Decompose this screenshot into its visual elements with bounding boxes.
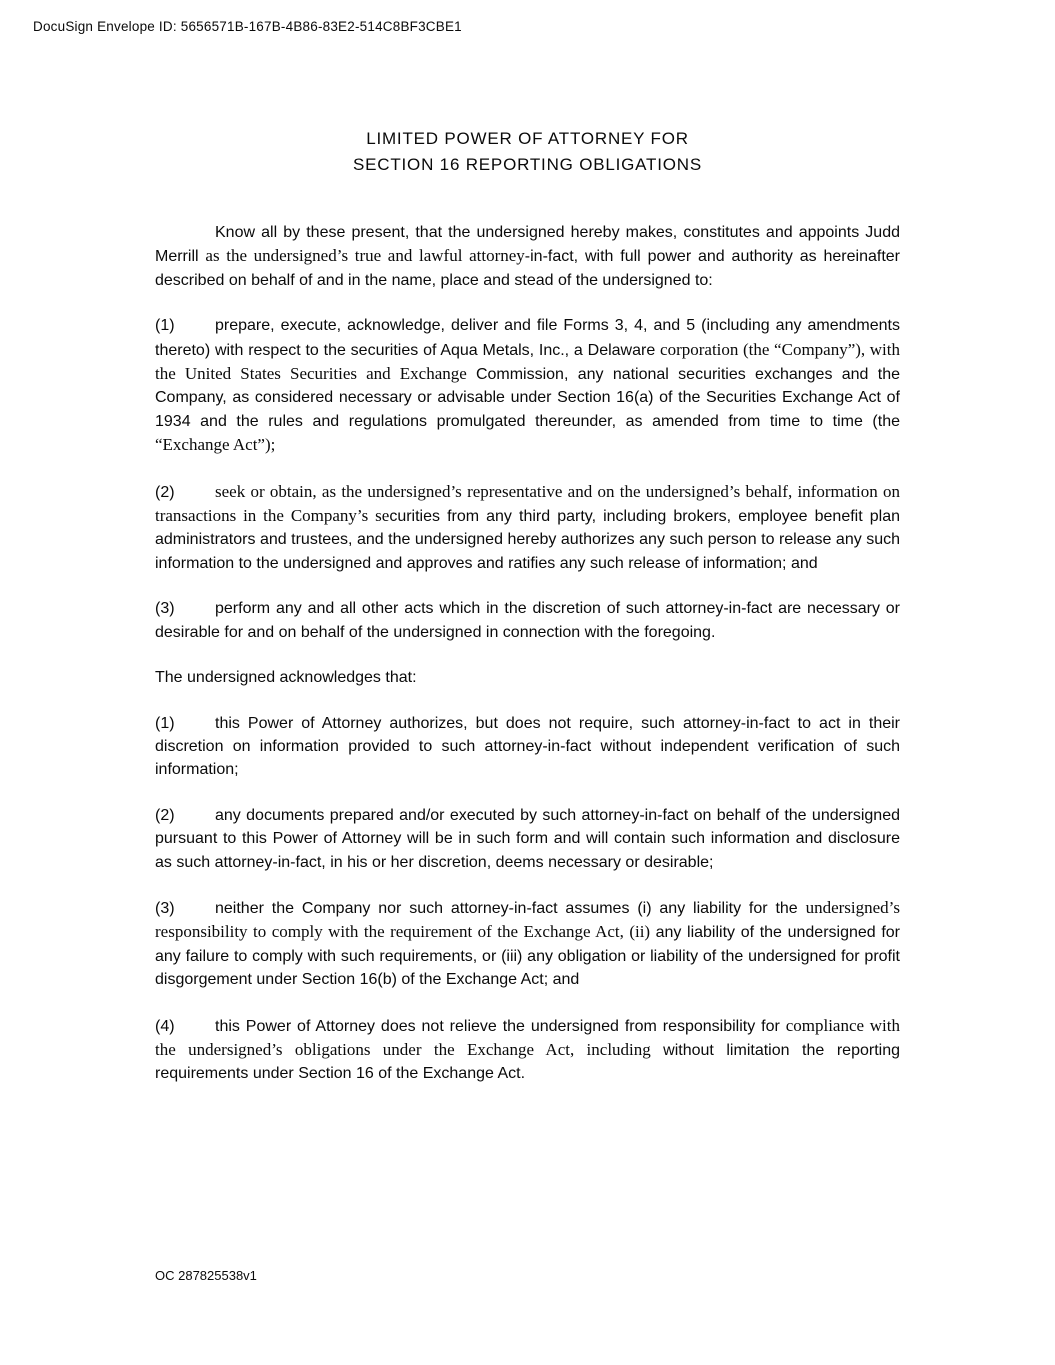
item-number: (1) [155,317,175,335]
text-segment: neither the Company nor such attorney-in-fact assumes (i) any liability for the [215,899,806,917]
docusign-envelope-id: DocuSign Envelope ID: 5656571B-167B-4B86-83E2-514C8BF3CBE1 [33,19,462,34]
item-number: (2) [155,806,175,824]
text-segment: this Power of Attorney authorizes, but does not require, such attorney-in-fact to act in their discretion on information provided to such attorney-in-fact without independent verification of such information; [155,714,900,779]
document-title-line2: SECTION 16 REPORTING OBLIGATIONS [353,155,702,174]
acknowledgement-item-4 [155,1014,900,1086]
text-segment: perform any and all other acts which in the discretion of such attorney-in-fact are necessary or desirable for and on behalf of the undersigned in connection with the foregoing. [155,600,900,641]
document-footer-reference: OC 287825538v1 [155,1268,257,1283]
document-title-line1: LIMITED POWER OF ATTORNEY FOR [366,129,689,148]
item-number: (1) [155,714,175,732]
acknowledgement-lead-in [155,666,900,689]
power-item-1 [155,314,900,457]
document-body [155,221,900,1108]
text-segment: any liability of the undersigned for any failure to comply with such requirements, or (iii) any obligation or liability of the undersigned for profit disgorgement under Section 16(b) of the Exchange Act; and [155,924,900,989]
text-segment: undersigned’s responsibility to comply with the requirement of the Exchange Act, (ii) [155,897,900,942]
intro-paragraph [155,221,900,292]
item-number: (2) [155,483,175,501]
text-segment: without limitation the reporting requirements under Section 16 of the Exchange Act. [155,1041,900,1083]
power-item-3 [155,597,900,644]
acknowledgement-item-1 [155,712,900,782]
acknowledgement-item-3 [155,896,900,992]
text-segment: as the undersigned’s true and lawful attorney [205,246,525,266]
acknowledgement-item-2 [155,804,900,874]
text-segment: The undersigned acknowledges that: [155,669,417,687]
text-segment: prepare, execute, acknowledge, deliver and file Forms 3, 4, and 5 (including any amendments thereto) with respect to the securities of Aqua Metals, Inc., a Delaware [155,317,900,359]
power-item-2 [155,480,900,576]
text-segment: “Exchange Act”); [155,435,276,455]
text-segment: curities from any third party, including brokers, employee benefit plan administrators and trustees, and the undersigned hereby authorizes any such person to release any such information to the undersigned and approves and ratifies any such release of information; and [155,508,900,572]
text-segment: Know all by these present, that the undersigned hereby makes, constitutes and appoints Judd Merrill [155,224,900,266]
document-title [155,126,900,178]
text-segment: -in-fact, with full power and authority as hereinafter described on behalf of and in the name, place and stead of the undersigned to: [155,248,900,289]
text-segment: any documents prepared and/or executed by such attorney-in-fact on behalf of the undersigned pursuant to this Power of Attorney will be in such form and will contain such information and disclosure as such attorney-in-fact, in his or her discretion, deems necessary or desirable; [155,806,900,871]
text-segment: Commission, any national securities exchanges and the Company, as considered necessary or advisable under Section 16(a) of the Securities Exchange Act of 1934 and the rules and regulations promulgated thereunder, as amended from time to time (the [155,366,900,430]
item-number: (3) [155,899,175,917]
item-number: (3) [155,600,175,618]
text-segment: seek or obtain, as the undersigned’s representative and on the undersigned’s behalf, information on transactions in the Company’s se [155,481,900,526]
text-segment: compliance with the undersigned’s obligations under the Exchange Act, including [155,1015,901,1059]
text-segment: this Power of Attorney does not relieve the undersigned from responsibility for [215,1017,786,1035]
text-segment: corporation (the “Company”), with the United States Securities and Exchange [155,339,901,384]
item-number: (4) [155,1017,175,1035]
